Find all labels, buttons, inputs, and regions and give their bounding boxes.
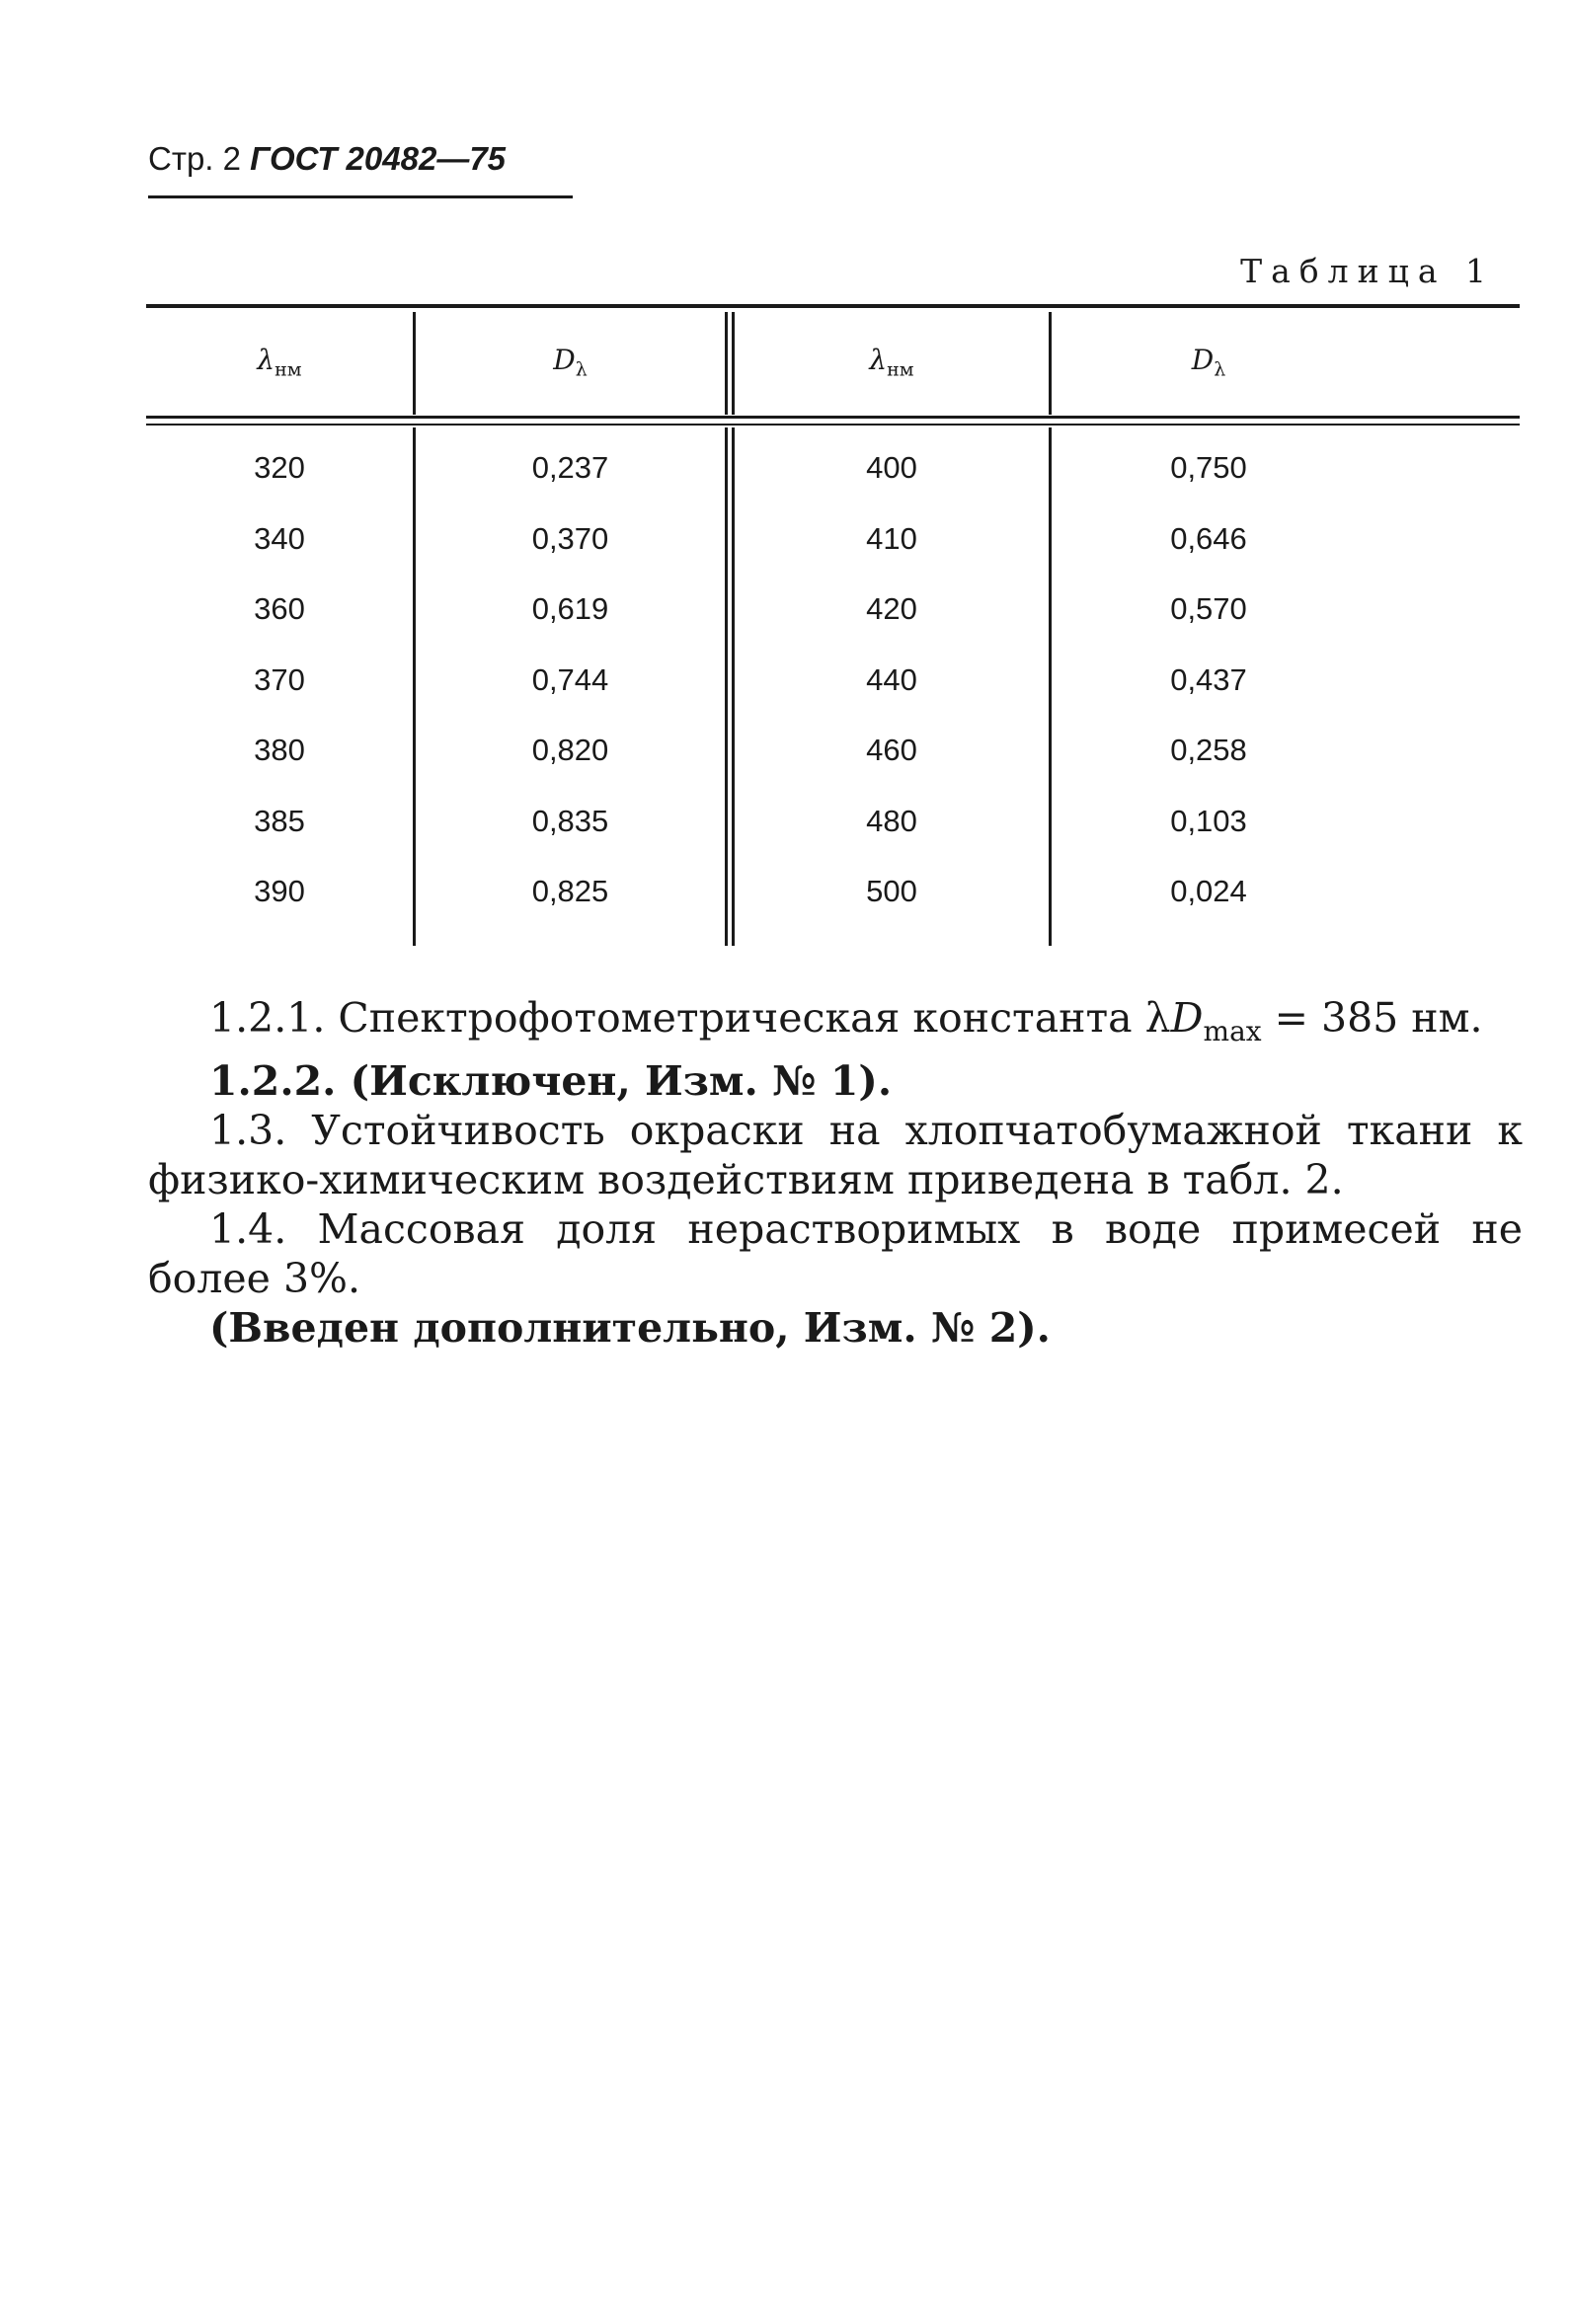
table-caption: Таблица 1 [1240, 252, 1495, 290]
table-cell: 0,437 [1170, 661, 1247, 697]
table-cell: 0,744 [531, 661, 609, 697]
table-cell: 0,820 [531, 733, 609, 767]
amendment-note: (Введен дополнительно, Изм. № 2). [209, 1304, 1051, 1353]
body-text [148, 993, 1523, 1353]
table-cell: 0,619 [531, 591, 609, 626]
header-rule [148, 195, 573, 198]
table-cell: 500 [866, 874, 917, 908]
page-number: Стр. 2 [148, 140, 241, 177]
table-header-rule-2 [146, 424, 1520, 426]
paragraph-1-2-1: 1.2.1. Спектрофотометрическая константа $\lambda D_{max} = 385$ нм. [209, 994, 1483, 1048]
paragraph-1-4: 1.4. Массовая доля нерастворимых в воде примесей не более 3%. [148, 1205, 1523, 1303]
data-table [146, 304, 1520, 956]
table-cell: 460 [866, 733, 917, 767]
header-wavelength-1: $\lambda_{нм}$ [257, 344, 302, 381]
column-density-2 [1052, 450, 1366, 945]
table-cell: 360 [254, 591, 305, 626]
header-density-2: $D_\lambda$ [1191, 344, 1226, 381]
table-cell: 380 [254, 733, 305, 767]
column-density-1 [416, 450, 725, 945]
table-cell: 385 [254, 803, 305, 838]
table-cell: 0,835 [531, 803, 609, 838]
table-cell: 390 [254, 874, 305, 908]
table-cell: 480 [866, 803, 917, 838]
table-cell: 340 [254, 520, 305, 556]
table-cell: 0,825 [531, 874, 609, 908]
table-cell: 410 [866, 520, 917, 556]
table-cell: 0,258 [1170, 733, 1247, 767]
table-cell: 0,103 [1170, 803, 1247, 838]
col-divider-2a [725, 312, 728, 415]
page-header [148, 140, 506, 178]
header-wavelength-2: $\lambda_{нм}$ [869, 344, 914, 381]
table-cell: 440 [866, 661, 917, 697]
column-wavelength-2 [735, 450, 1049, 945]
table-cell: 0,370 [531, 520, 609, 556]
table-cell: 320 [254, 450, 305, 485]
table-cell: 0,750 [1170, 450, 1247, 485]
table-cell: 370 [254, 661, 305, 697]
standard-number: ГОСТ 20482—75 [250, 140, 507, 177]
table-cell: 0,646 [1170, 520, 1247, 556]
paragraph-1-2-2: 1.2.2. (Исключен, Изм. № 1). [209, 1057, 893, 1106]
header-density-1: $D_\lambda$ [553, 344, 588, 381]
table-cell: 400 [866, 450, 917, 485]
table-top-rule [146, 304, 1520, 308]
table-header-rule [146, 416, 1520, 419]
table-cell: 0,237 [531, 450, 609, 485]
table-cell: 0,024 [1170, 874, 1247, 908]
column-wavelength-1 [146, 450, 413, 945]
col-divider-2c [725, 427, 728, 946]
table-cell: 0,570 [1170, 591, 1247, 626]
paragraph-1-3: 1.3. Устойчивость окраски на хлопчатобумажной ткани к физико-химическим воздействиям приведена в табл. 2. [148, 1107, 1523, 1204]
table-cell: 420 [866, 591, 917, 626]
